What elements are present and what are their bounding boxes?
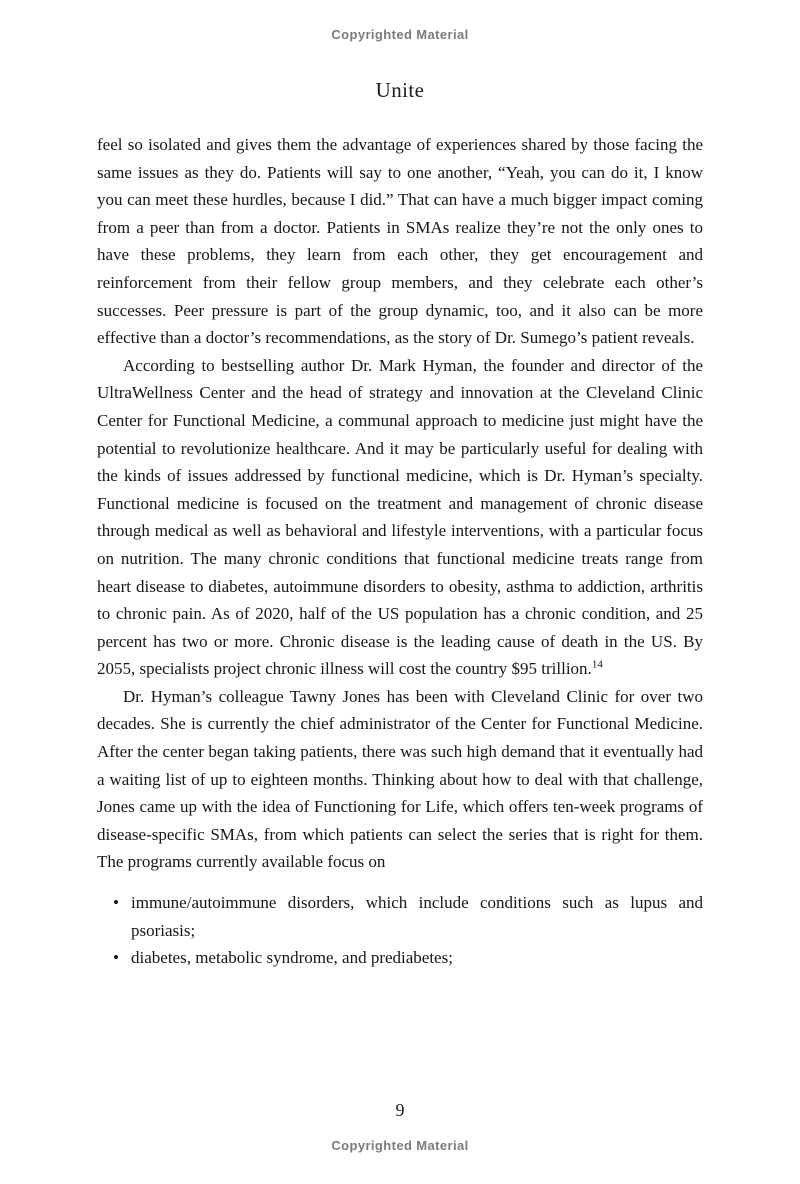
footnote-reference-14: 14 [591, 658, 603, 671]
paragraph-hyman-text: According to bestselling author Dr. Mark Hyman, the founder and director of the UltraWellness Center and the head of strategy and innovation at the Cleveland Clinic Center for Functional Medicine, a communal approach to medicine just might have the potential to revolutionize healthcare. And it may be particularly useful for dealing with the kinds of issues addressed by functional medicine, which is Dr. Hyman’s specialty. Functional medicine is focused on the treatment and management of chronic disease through medical as well as behavioral and lifestyle interventions, with a particular focus on nutrition. The many chronic conditions that functional medicine treats range from heart disease to diabetes, autoimmune disorders to obesity, asthma to addiction, arthritis to chronic pain. As of 2020, half of the US population has a chronic condition, and 25 percent has two or more. Chronic disease is the leading cause of death in the US. By 2055, specialists project chronic illness will cost the country $95 trillion. [97, 355, 703, 679]
list-item: • immune/autoimmune disorders, which include conditions such as lupus and psoriasis; [97, 889, 703, 944]
list-item: • diabetes, metabolic syndrome, and prediabetes; [97, 944, 703, 972]
body-text-column [97, 131, 703, 972]
paragraph-hyman [97, 352, 703, 683]
program-focus-list [97, 889, 703, 972]
paragraph-continuation: feel so isolated and gives them the advantage of experiences shared by those facing the same issues as they do. Patients will say to one another, “Yeah, you can do it, I know you can meet these hurdles, because I did.” That can have a much bigger impact coming from a peer than from a doctor. Patients in SMAs realize they’re not the only ones to have these problems, they learn from each other, they get encouragement and reinforcement from their fellow group members, and they celebrate each other’s successes. Peer pressure is part of the group dynamic, too, and it also can be more effective than a doctor’s recommendations, as the story of Dr. Sumego’s patient reveals. [97, 135, 703, 348]
chapter-title: Unite [375, 78, 425, 102]
copyright-notice-top: Copyrighted Material [331, 27, 469, 42]
page-number: 9 [395, 1100, 405, 1120]
paragraph-jones: Dr. Hyman’s colleague Tawny Jones has been with Cleveland Clinic for over two decades. She is currently the chief administrator of the Center for Functional Medicine. After the center began taking patients, there was such high demand that it eventually had a waiting list of up to eighteen months. Thinking about how to deal with that challenge, Jones came up with the idea of Functioning for Life, which offers ten-week programs of disease-specific SMAs, from which patients can select the series that is right for them. The programs currently available focus on [97, 686, 703, 872]
copyright-notice-bottom: Copyrighted Material [331, 1138, 469, 1153]
